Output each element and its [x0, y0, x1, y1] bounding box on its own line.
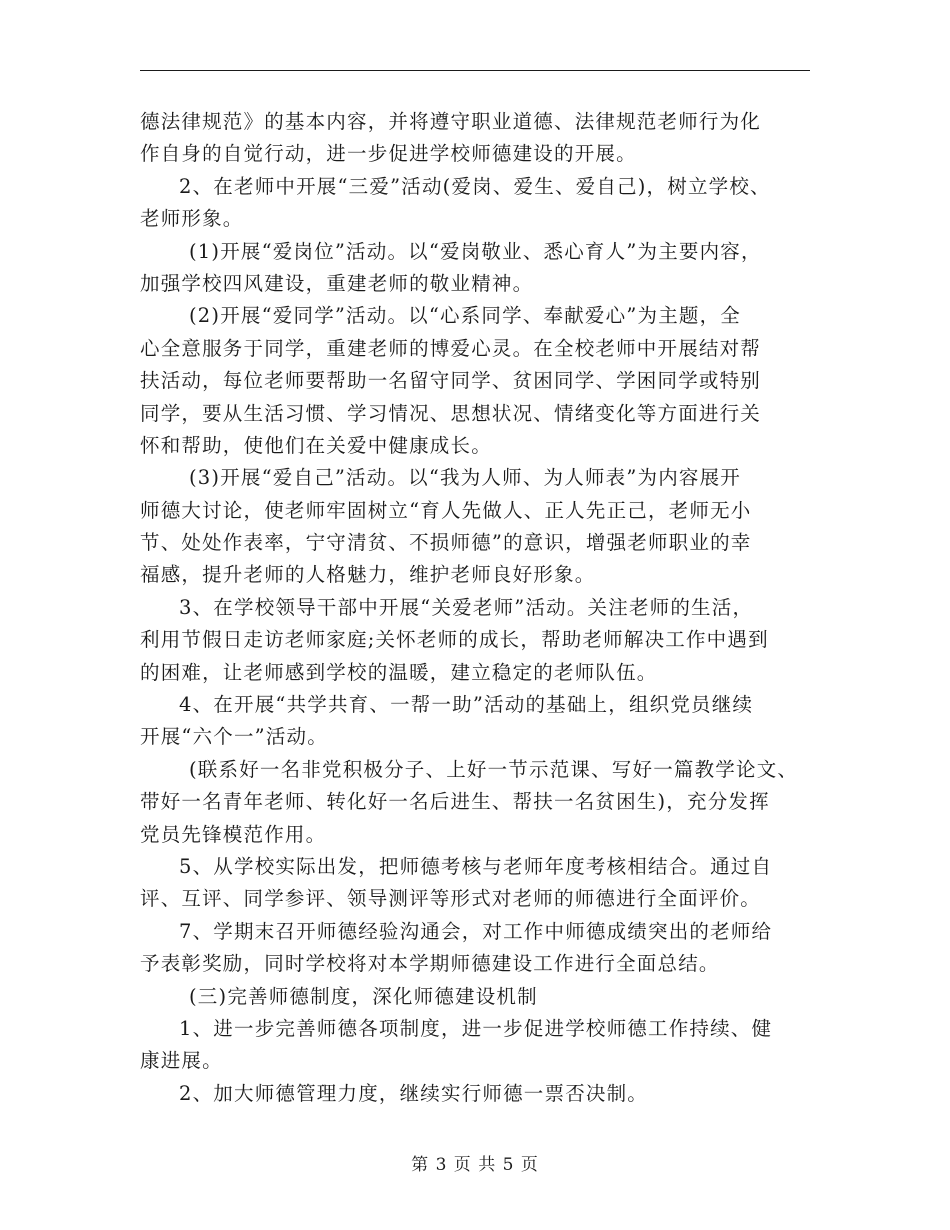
text-line: 开展“六个一”活动。: [140, 725, 328, 749]
text-line: 老师形象。: [140, 207, 244, 231]
text-line: 3、在学校领导干部中开展“关爱老师”活动。关注老师的生活，: [179, 595, 754, 619]
text-line: (联系好一名非党积极分子、上好一节示范课、写好一篇教学论文、: [189, 757, 799, 781]
text-line: 7、学期末召开师德经验沟通会，对工作中师德成绩突出的老师给: [179, 919, 773, 943]
text-line: 利用节假日走访老师家庭;关怀老师的成长，帮助老师解决工作中遇到: [140, 628, 769, 652]
text-line: 予表彰奖励，同时学校将对本学期师德建设工作进行全面总结。: [140, 952, 720, 976]
text-line: 1、进一步完善师德各项制度，进一步促进学校师德工作持续、健: [179, 1016, 773, 1040]
text-line: 加强学校四风建设，重建老师的敬业精神。: [140, 271, 534, 295]
text-line: 评、互评、同学参评、领导测评等形式对老师的师德进行全面评价。: [140, 887, 762, 911]
text-line: 怀和帮助，使他们在关爱中健康成长。: [140, 433, 492, 457]
text-line: 扶活动，每位老师要帮助一名留守同学、贫困同学、学困同学或特别: [140, 369, 762, 393]
text-line: 康进展。: [140, 1049, 223, 1073]
text-line: 党员先锋模范作用。: [140, 822, 327, 846]
body-text: [140, 106, 830, 1110]
text-line: 师德大讨论，使老师牢固树立“育人先做人、正人先正己，老师无小: [140, 498, 752, 522]
text-line: 心全意服务于同学，重建老师的博爱心灵。在全校老师中开展结对帮: [140, 336, 762, 360]
section-heading: (三)完善师德制度，深化师德建设机制: [189, 984, 538, 1008]
text-line: 德法律规范》的基本内容，并将遵守职业道德、法律规范老师行为化: [140, 110, 762, 133]
text-line: 2、在老师中开展“三爱”活动(爱岗、爱生、爱自己)，树立学校、: [179, 174, 771, 198]
text-line: 作自身的自觉行动，进一步促进学校师德建设的开展。: [140, 142, 637, 166]
text-line: 2、加大师德管理力度，继续实行师德一票否决制。: [179, 1081, 649, 1105]
text-line: 4、在开展“共学共育、一帮一助”活动的基础上，组织党员继续: [179, 693, 754, 717]
text-line: 5、从学校实际出发，把师德考核与老师年度考核相结合。通过自: [179, 854, 773, 878]
text-line: 福感，提升老师的人格魅力，维护老师良好形象。: [140, 563, 596, 587]
text-line: 的困难，让老师感到学校的温暖，建立稳定的老师队伍。: [140, 660, 658, 684]
text-line: (2)开展“爱同学”活动。以“心系同学、奉献爱心”为主题，全: [189, 304, 741, 328]
text-line: 节、处处作表率，宁守清贫、不损师德”的意识，增强老师职业的幸: [140, 531, 752, 555]
page-number-footer: 第 3 页 共 5 页: [411, 1155, 539, 1175]
text-line: 同学，要从生活习惯、学习情况、思想状况、情绪变化等方面进行关: [140, 401, 762, 425]
text-line: 带好一名青年老师、转化好一名后进生、帮扶一名贫困生)，充分发挥: [140, 790, 770, 814]
text-line: (3)开展“爱自己”活动。以“我为人师、为人师表”为内容展开: [189, 466, 741, 490]
header-rule: [140, 70, 810, 71]
text-line: (1)开展“爱岗位”活动。以“爱岗敬业、悉心育人”为主要内容，: [189, 239, 762, 263]
